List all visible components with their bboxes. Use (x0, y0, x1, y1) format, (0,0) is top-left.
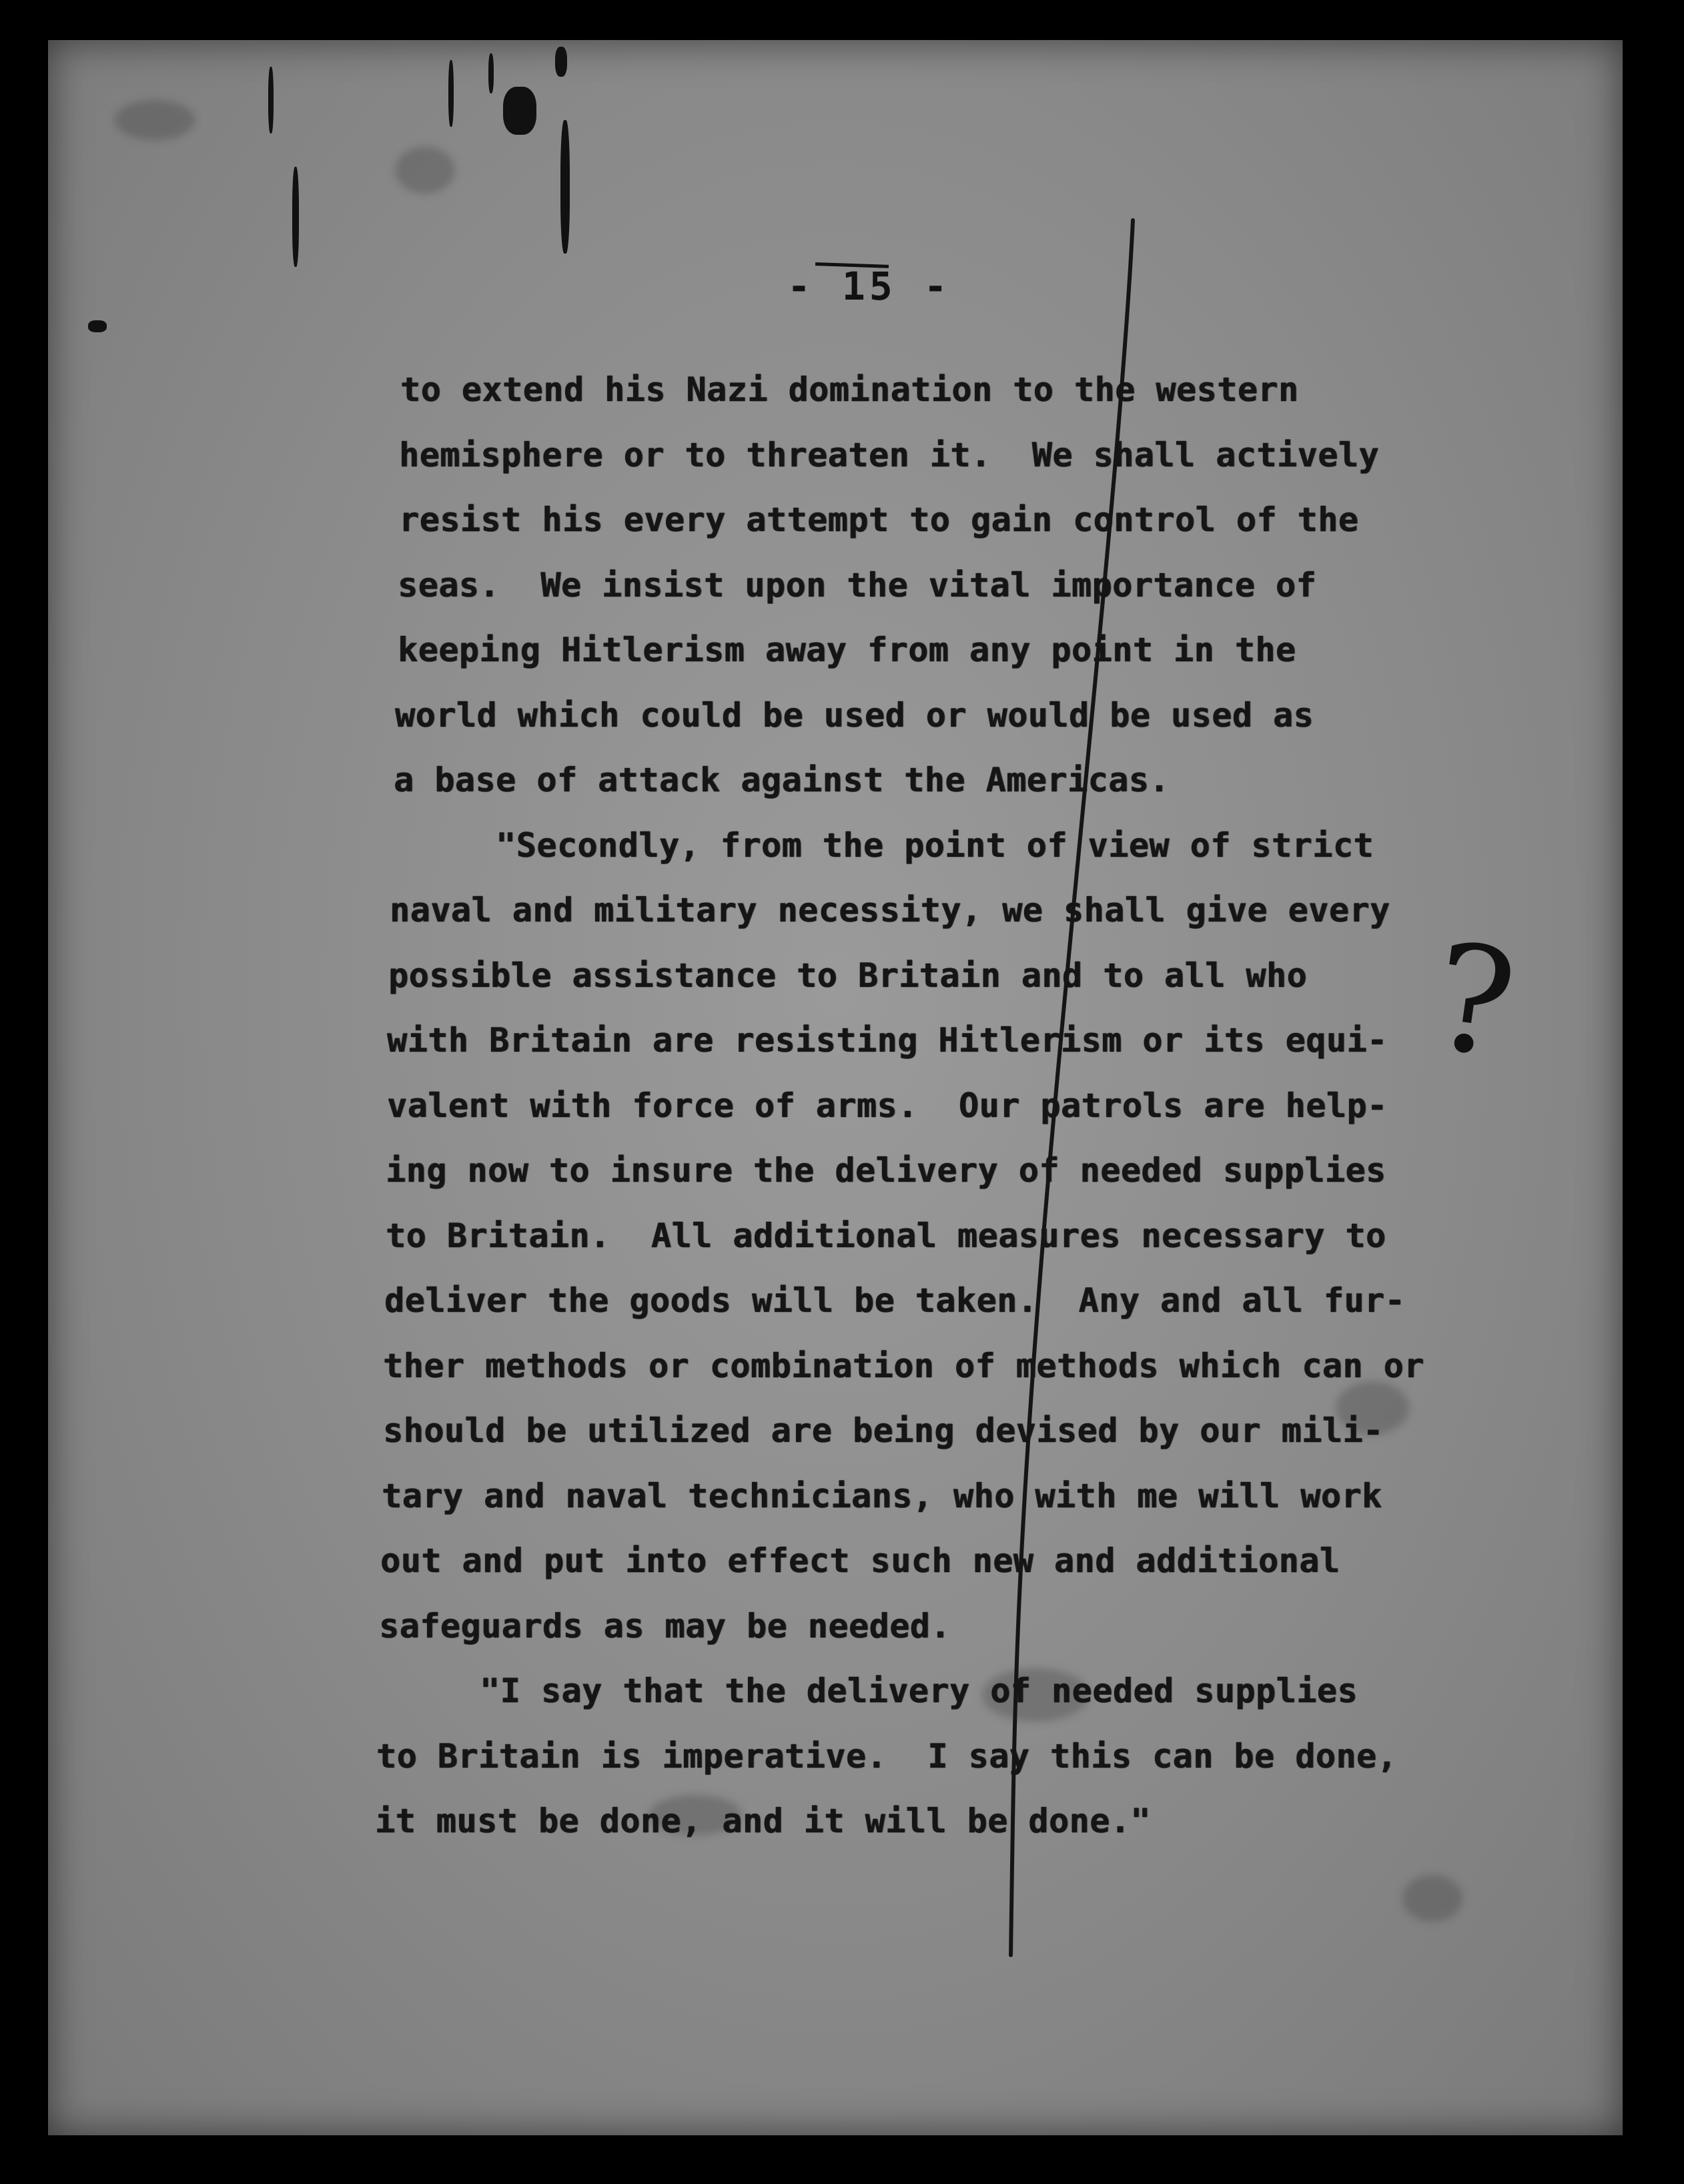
pencil-question-mark: ? (1422, 911, 1525, 1091)
text-line: to Britain. All additional measures necessary to (386, 1216, 1386, 1255)
text-line: to extend his Nazi domination to the western (400, 370, 1299, 409)
text-line: naval and military necessity, we shall give every (390, 891, 1390, 930)
text-line: "Secondly, from the point of view of strict (394, 826, 1374, 865)
text-line: keeping Hitlerism away from any point in the (398, 631, 1296, 669)
text-line: tary and naval technicians, who with me will work (382, 1477, 1382, 1515)
text-line: to Britain is imperative. I say this can be done, (376, 1737, 1398, 1776)
text-line: possible assistance to Britain and to all who (388, 956, 1308, 995)
text-line: ther methods or combination of methods which can or (383, 1347, 1424, 1385)
text-line: out and put into effect such new and additional (380, 1541, 1340, 1580)
text-line: deliver the goods will be taken. Any and all fur- (384, 1281, 1406, 1320)
text-line: "I say that the delivery of needed supplies (378, 1672, 1358, 1710)
text-line: valent with force of arms. Our patrols are help- (387, 1086, 1388, 1125)
text-line: should be utilized are being devised by our mili- (383, 1411, 1384, 1450)
text-line: hemisphere or to threaten it. We shall actively (399, 436, 1379, 474)
text-line: seas. We insist upon the vital importance of (398, 566, 1317, 605)
text-line: a base of attack against the Americas. (394, 761, 1170, 799)
text-line: ing now to insure the delivery of needed supplies (386, 1151, 1386, 1190)
text-line: safeguards as may be needed. (379, 1607, 951, 1646)
text-line: resist his every attempt to gain control of the (399, 500, 1359, 539)
page-number: - 15 - (787, 264, 951, 309)
text-line: it must be done, and it will be done." (375, 1802, 1151, 1840)
text-line: with Britain are resisting Hitlerism or its equi- (387, 1021, 1388, 1060)
text-line: world which could be used or would be used as (395, 696, 1314, 735)
